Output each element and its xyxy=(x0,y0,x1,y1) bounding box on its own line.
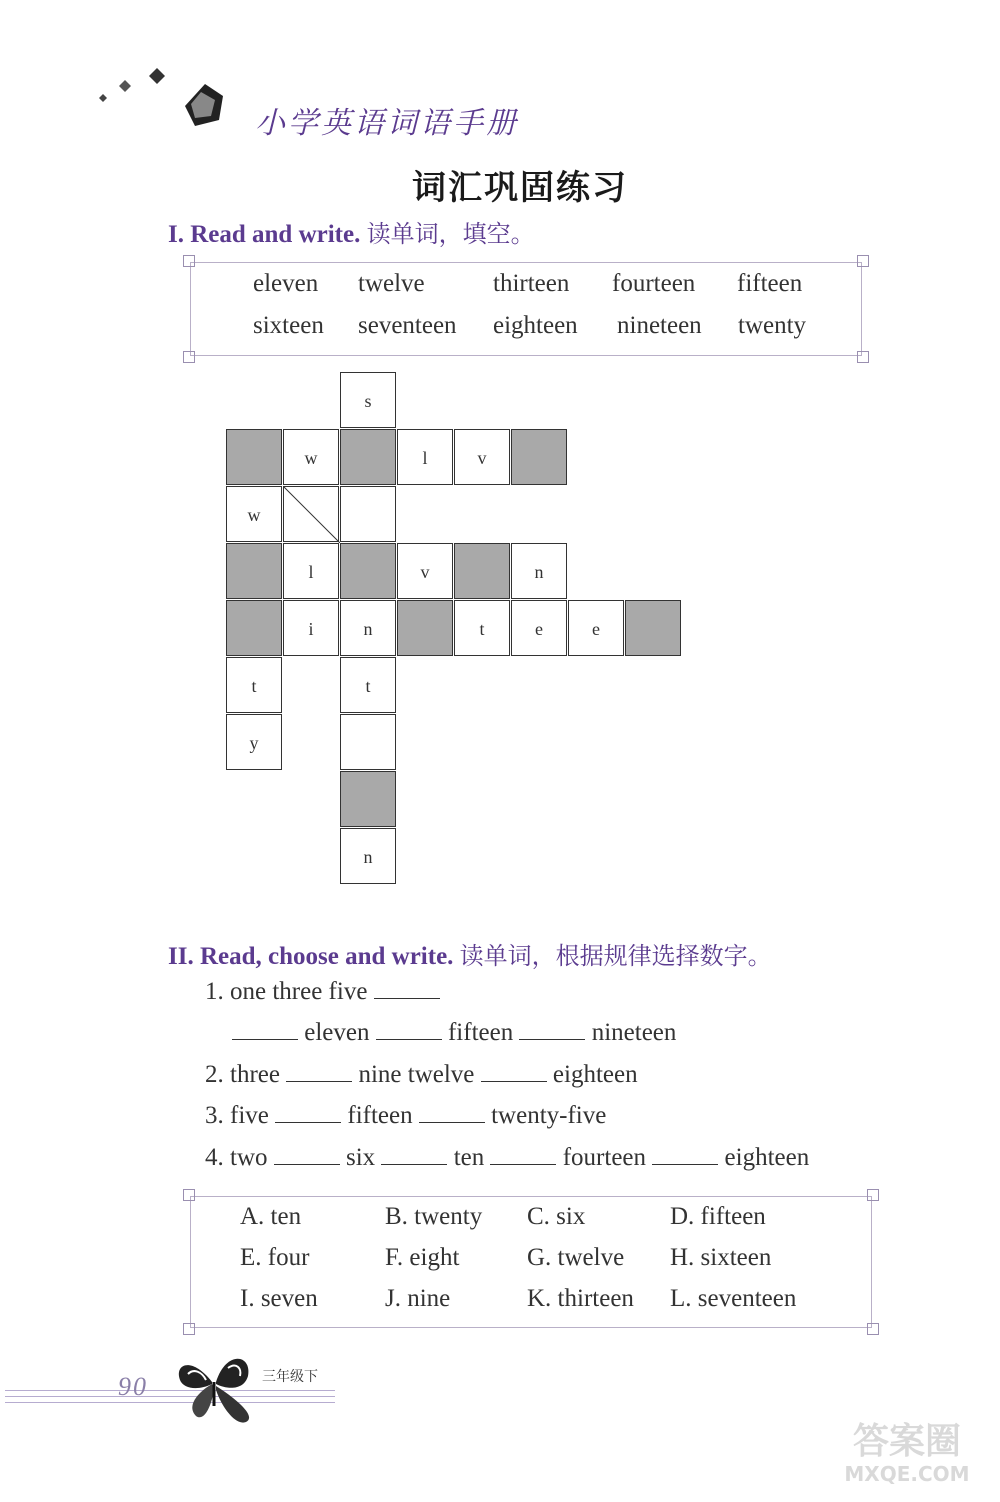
question-text: nineteen xyxy=(591,1019,677,1046)
option: D. fifteen xyxy=(670,1203,766,1230)
crossword-cell[interactable]: v xyxy=(454,429,510,485)
option: I. seven xyxy=(240,1285,318,1312)
grade-label: 三年级下 xyxy=(262,1369,318,1385)
crossword-cell[interactable]: e xyxy=(568,600,624,656)
question-text: ten xyxy=(453,1144,485,1171)
crossword-cell[interactable]: i xyxy=(283,600,339,656)
option: F. eight xyxy=(385,1244,460,1271)
question-text: fourteen xyxy=(562,1144,647,1171)
box-corner xyxy=(867,1323,879,1335)
answer-blank[interactable] xyxy=(519,1019,585,1040)
question-text: 4. two xyxy=(205,1144,268,1171)
crossword-cell[interactable]: t xyxy=(226,657,282,713)
butterfly-icon xyxy=(172,1346,262,1426)
crossword-cell[interactable]: y xyxy=(226,714,282,770)
question-3 xyxy=(205,1102,606,1130)
box-corner xyxy=(183,255,195,267)
watermark xyxy=(822,1422,992,1492)
page-number: 90 xyxy=(118,1372,148,1401)
crossword-cell-shaded xyxy=(226,543,282,599)
box-corner xyxy=(857,351,869,363)
question-4 xyxy=(205,1144,809,1172)
option: G. twelve xyxy=(527,1244,625,1271)
crossword-cell-shaded xyxy=(454,543,510,599)
section-2-heading-en: II. Read, choose and write. xyxy=(168,943,454,970)
crossword-cell[interactable]: l xyxy=(397,429,453,485)
option: E. four xyxy=(240,1244,310,1271)
question-1-line-1 xyxy=(205,978,440,1006)
word-bank-word: sixteen xyxy=(253,312,324,339)
crossword-cell[interactable]: s xyxy=(340,372,396,428)
option: C. six xyxy=(527,1203,586,1230)
worksheet-title: 词汇巩固练习 xyxy=(412,168,628,208)
watermark-line-2: MXQE.COM xyxy=(844,1462,970,1486)
word-bank-word: fourteen xyxy=(612,270,696,297)
book-title: 小学英语词语手册 xyxy=(255,106,519,141)
watermark-line-1: 答案圈 xyxy=(852,1421,961,1462)
diagonal-line-icon xyxy=(284,487,340,543)
crossword-cell-shaded xyxy=(340,543,396,599)
crossword-cell-shaded xyxy=(226,600,282,656)
word-bank-word: thirteen xyxy=(493,270,570,297)
answer-blank[interactable] xyxy=(286,1061,352,1082)
section-1-heading-en: I. Read and write. xyxy=(168,221,361,248)
crossword-cell[interactable]: n xyxy=(340,828,396,884)
crossword-cell-shaded xyxy=(511,429,567,485)
crossword-cell-diagonal[interactable] xyxy=(283,486,339,542)
answer-blank[interactable] xyxy=(381,1144,447,1165)
answer-blank[interactable] xyxy=(490,1144,556,1165)
answer-blank[interactable] xyxy=(275,1102,341,1123)
crossword-cell[interactable]: t xyxy=(454,600,510,656)
footer-line xyxy=(5,1390,335,1391)
option: H. sixteen xyxy=(670,1244,772,1271)
box-corner xyxy=(183,351,195,363)
question-1-line-2 xyxy=(232,1019,676,1047)
box-corner xyxy=(183,1323,195,1335)
question-text: eighteen xyxy=(552,1061,638,1088)
crossword-cell[interactable]: v xyxy=(397,543,453,599)
option: K. thirteen xyxy=(527,1285,634,1312)
box-corner xyxy=(857,255,869,267)
crossword-cell-shaded xyxy=(340,771,396,827)
question-2 xyxy=(205,1061,638,1089)
answer-blank[interactable] xyxy=(374,978,440,999)
question-text: nine twelve xyxy=(358,1061,475,1088)
star-decoration-icon xyxy=(95,62,245,142)
answer-blank[interactable] xyxy=(652,1144,718,1165)
answer-blank[interactable] xyxy=(481,1061,547,1082)
crossword-cell-shaded xyxy=(226,429,282,485)
answer-blank[interactable] xyxy=(274,1144,340,1165)
word-bank-word: eighteen xyxy=(493,312,578,339)
option: L. seventeen xyxy=(670,1285,797,1312)
answer-blank[interactable] xyxy=(376,1019,442,1040)
crossword-cell-shaded xyxy=(340,429,396,485)
word-bank-word: fifteen xyxy=(737,270,803,297)
question-text: twenty-five xyxy=(491,1102,607,1129)
question-text: eighteen xyxy=(724,1144,810,1171)
section-2-heading-cn: 读单词，根据规律选择数字。 xyxy=(459,942,772,970)
crossword-cell[interactable]: n xyxy=(511,543,567,599)
word-bank-word: twelve xyxy=(358,270,425,297)
word-bank-word: seventeen xyxy=(358,312,457,339)
word-bank-word: eleven xyxy=(253,270,319,297)
question-text: eleven xyxy=(304,1019,370,1046)
question-text: fifteen xyxy=(447,1019,514,1046)
option: B. twenty xyxy=(385,1203,483,1230)
word-bank-word: nineteen xyxy=(617,312,702,339)
word-bank-word: twenty xyxy=(738,312,807,339)
crossword-cell-shaded xyxy=(625,600,681,656)
section-1-heading xyxy=(168,214,535,249)
crossword-cell[interactable] xyxy=(340,714,396,770)
crossword-cell-shaded xyxy=(397,600,453,656)
crossword-cell[interactable]: t xyxy=(340,657,396,713)
question-text: 3. five xyxy=(205,1102,269,1129)
answer-blank[interactable] xyxy=(419,1102,485,1123)
box-corner xyxy=(183,1189,195,1201)
question-text: fifteen xyxy=(347,1102,413,1129)
crossword-cell[interactable] xyxy=(340,486,396,542)
box-corner xyxy=(867,1189,879,1201)
crossword-cell[interactable]: e xyxy=(511,600,567,656)
question-text: 1. one three five xyxy=(205,978,368,1005)
question-text: 2. three xyxy=(205,1061,280,1088)
option: A. ten xyxy=(240,1203,302,1230)
footer-line xyxy=(5,1396,335,1397)
section-2-heading xyxy=(168,936,772,971)
crossword-cell[interactable]: w xyxy=(226,486,282,542)
section-1-heading-cn: 读单词，填空。 xyxy=(366,220,535,248)
footer-line xyxy=(5,1402,335,1403)
answer-blank[interactable] xyxy=(232,1019,298,1040)
crossword-cell[interactable]: n xyxy=(340,600,396,656)
crossword-cell[interactable]: w xyxy=(283,429,339,485)
crossword-cell[interactable]: l xyxy=(283,543,339,599)
option: J. nine xyxy=(385,1285,451,1312)
question-text: six xyxy=(346,1144,376,1171)
